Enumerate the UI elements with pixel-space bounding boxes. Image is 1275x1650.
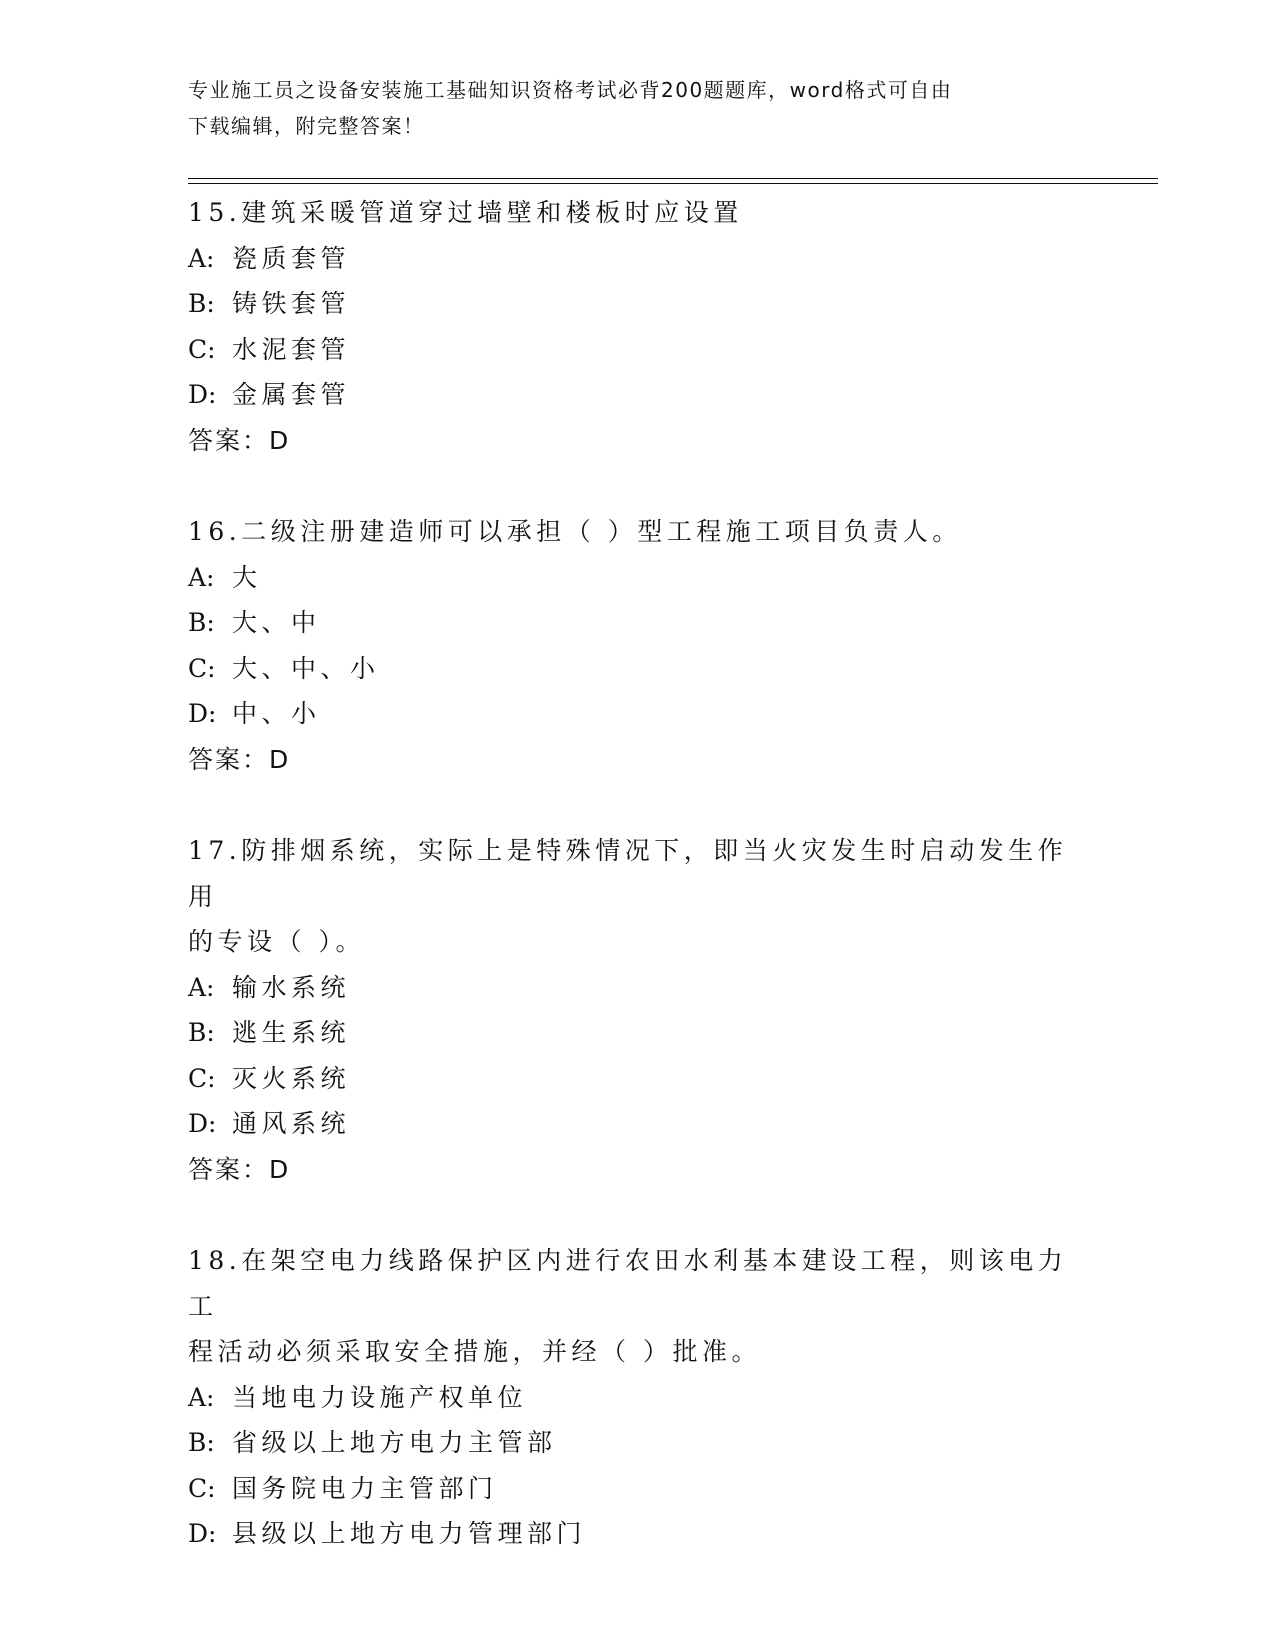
option-text: 大、中、小	[232, 653, 380, 683]
question-18	[188, 1238, 1088, 1557]
option-letter: A:	[188, 972, 215, 1002]
option-text: 水泥套管	[232, 334, 351, 364]
option-letter: C:	[188, 653, 216, 683]
question-list	[188, 190, 1088, 1603]
option-text: 县级以上地方电力管理部门	[232, 1519, 587, 1548]
option-b	[188, 1420, 1088, 1466]
option-d	[188, 372, 1088, 418]
question-16	[188, 509, 1088, 782]
option-b	[188, 600, 1088, 646]
option-text: 逃生系统	[232, 1018, 351, 1047]
question-stem: 18.在架空电力线路保护区内进行农田水利基本建设工程，则该电力工	[188, 1246, 1068, 1321]
answer-line: 答案：D	[188, 425, 291, 455]
option-letter: C:	[188, 1473, 216, 1503]
option-a	[188, 1375, 1088, 1421]
option-text: 省级以上地方电力主管部	[232, 1428, 557, 1457]
option-text: 大、中	[232, 608, 321, 637]
option-c	[188, 327, 1088, 373]
option-text: 灭火系统	[232, 1063, 351, 1093]
option-text: 瓷质套管	[232, 243, 351, 273]
option-letter: A:	[188, 1382, 215, 1412]
option-c	[188, 646, 1088, 692]
option-letter: B:	[188, 1428, 215, 1457]
option-letter: C:	[188, 334, 216, 364]
option-d	[188, 1101, 1088, 1147]
option-letter: B:	[188, 289, 215, 318]
header-title-line-2: 下载编辑，附完整答案！	[188, 114, 425, 138]
header-title-line-1: 专业施工员之设备安装施工基础知识资格考试必背200题题库，word格式可自由	[188, 78, 953, 102]
question-stem: 16.二级注册建造师可以承担（ ）型工程施工项目负责人。	[188, 517, 962, 546]
option-a	[188, 965, 1088, 1011]
document-header	[188, 72, 1068, 144]
option-letter: A:	[188, 562, 215, 592]
option-d	[188, 691, 1088, 737]
question-17	[188, 828, 1088, 1192]
question-stem: 15.建筑采暖管道穿过墙壁和楼板时应设置	[188, 198, 743, 227]
option-c	[188, 1466, 1088, 1512]
option-letter: D:	[188, 699, 217, 728]
question-stem: 17.防排烟系统，实际上是特殊情况下，即当火灾发生时启动发生作用	[188, 836, 1068, 911]
question-stem-continued: 程活动必须采取安全措施，并经（ ）批准。	[188, 1337, 761, 1366]
option-letter: D:	[188, 1519, 217, 1548]
option-text: 通风系统	[232, 1109, 351, 1138]
option-letter: A:	[188, 243, 215, 273]
option-text: 铸铁套管	[232, 289, 351, 318]
question-stem-continued: 的专设（ ）。	[188, 927, 365, 956]
option-text: 中、小	[232, 699, 321, 728]
answer-line: 答案：D	[188, 1154, 291, 1184]
option-letter: C:	[188, 1063, 216, 1093]
option-a	[188, 236, 1088, 282]
header-divider-top	[188, 178, 1158, 179]
option-text: 输水系统	[232, 972, 351, 1002]
header-divider-bottom	[188, 183, 1158, 184]
answer-line: 答案：D	[188, 744, 291, 774]
option-a	[188, 555, 1088, 601]
option-d	[188, 1511, 1088, 1557]
option-b	[188, 1010, 1088, 1056]
option-letter: B:	[188, 1018, 215, 1047]
option-letter: D:	[188, 1109, 217, 1138]
option-text: 国务院电力主管部门	[232, 1473, 498, 1503]
option-letter: B:	[188, 608, 215, 637]
option-b	[188, 281, 1088, 327]
option-c	[188, 1056, 1088, 1102]
option-text: 大	[232, 562, 262, 592]
question-15	[188, 190, 1088, 463]
option-text: 金属套管	[232, 380, 351, 409]
option-text: 当地电力设施产权单位	[232, 1382, 528, 1412]
option-letter: D:	[188, 380, 217, 409]
